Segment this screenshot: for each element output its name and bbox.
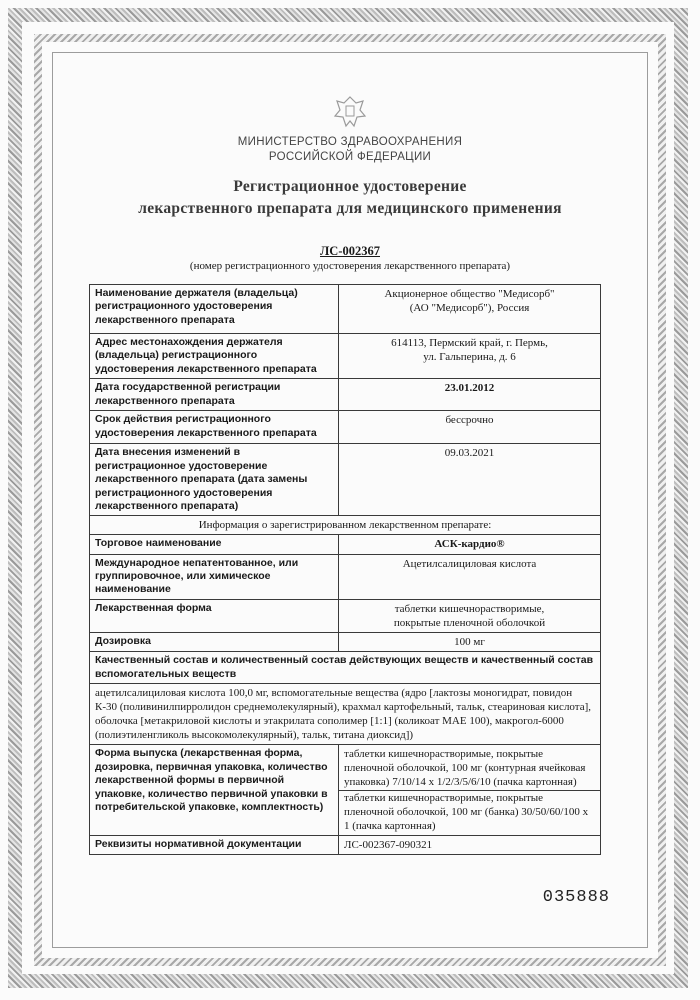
release-pack-1: таблетки кишечнорастворимые, покрытые пленочной оболочкой, 100 мг (контурная ячейковая упаковка) 7/10/14 х 1/2/3/5/6/10 (пачка картонная) (344, 748, 586, 789)
normative-docs-value: ЛС-002367-090321 (339, 835, 601, 854)
dose-label: Дозировка (90, 633, 339, 652)
inn-value: Ацетилсалициловая кислота (339, 554, 601, 599)
holder-name-label: Наименование держателя (владельца) регистрационного удостоверения лекарственного препарата (90, 285, 339, 334)
trade-name-value: АСК-кардио® (339, 535, 601, 554)
dosage-form-value (339, 599, 601, 632)
table-row (90, 683, 601, 744)
table-row (90, 516, 601, 535)
trade-name-label: Торговое наименование (90, 535, 339, 554)
table-row (90, 554, 601, 599)
changes-date-value: 09.03.2021 (339, 444, 601, 516)
registration-number: ЛС-002367 (319, 244, 380, 258)
normative-docs-label: Реквизиты нормативной документации (90, 835, 339, 854)
table-row (90, 379, 601, 411)
table-row (90, 334, 601, 379)
validity-label: Срок действия регистрационного удостоверения лекарственного препарата (90, 411, 339, 444)
release-pack-2: таблетки кишечнорастворимые, покрытые пленочной оболочкой, 100 мг (банка) 30/50/60/100 х 1 (пачка картонная) (339, 790, 600, 833)
registration-number-note: (номер регистрационного удостоверения лекарственного препарата) (189, 260, 511, 272)
validity-value: бессрочно (339, 411, 601, 444)
holder-name-value (339, 285, 601, 334)
registration-date-label: Дата государственной регистрации лекарственного препарата (90, 379, 339, 411)
ministry-name-line2: РОССИЙСКОЙ ФЕДЕРАЦИИ (268, 151, 432, 163)
holder-address-line1: 614113, Пермский край, г. Пермь, (391, 337, 548, 349)
document-title-line2: лекарственного препарата для медицинского применения (138, 200, 562, 217)
table-row (90, 444, 601, 516)
holder-address-value (339, 334, 601, 379)
release-form-label: Форма выпуска (лекарственная форма, дозировка, первичная упаковка, количество лекарственной формы в первичной упаковке, количество первичной упаковки в потребительской упаковке, комплектность) (90, 745, 339, 835)
dosage-form-line1: таблетки кишечнорастворимые, (394, 602, 545, 615)
changes-date-label: Дата внесения изменений в регистрационное удостоверение лекарственного препарата (дата замены регистрационного удостоверения лекарственного препарата) (90, 444, 339, 516)
table-row (90, 745, 601, 835)
form-serial-number: 035888 (542, 888, 610, 907)
inn-label: Международное непатентованное, или группировочное, или химическое наименование (90, 554, 339, 599)
table-row (90, 633, 601, 652)
ministry-name-line1: МИНИСТЕРСТВО ЗДРАВООХРАНЕНИЯ (237, 136, 463, 148)
coat-of-arms-icon (330, 94, 370, 130)
composition-text: ацетилсалициловая кислота 100,0 мг, вспомогательные вещества (ядро [лактозы моногидрат, повидон К-30 (поливинилпирролидон среднемолекулярный), крахмал картофельный, тальк, стеариновая кислота], оболочка [метакриловой кислоты и этакрилата сополимер [1:1] (коликоат МАЕ 100), макрогол-6000 (полиэтиленгликоль высокомолекулярный), тальк, титана диоксид]) (90, 683, 601, 744)
table-row (90, 599, 601, 632)
drug-info-caption: Информация о зарегистрированном лекарственном препарате: (90, 516, 601, 535)
composition-heading: Качественный состав и количественный состав действующих веществ и качественный состав вспомогательных веществ (90, 652, 601, 684)
holder-address-line2: ул. Гальперина, д. 6 (423, 351, 516, 364)
dosage-form-line2: покрытые пленочной оболочкой (393, 616, 546, 629)
table-row (90, 835, 601, 854)
document-title-line1: Регистрационное удостоверение (233, 178, 467, 195)
table-row (90, 411, 601, 444)
table-row (90, 652, 601, 684)
dosage-form-label: Лекарственная форма (90, 599, 339, 632)
holder-name-line2: (АО "Медисорб"), Россия (409, 302, 530, 315)
release-form-value (339, 745, 601, 835)
certificate-table (89, 284, 601, 855)
table-row (90, 535, 601, 554)
dose-value: 100 мг (339, 633, 601, 652)
table-row (90, 285, 601, 334)
holder-address-label: Адрес местонахождения держателя (владельца) регистрационного удостоверения лекарственного препарата (90, 334, 339, 379)
registration-date-value: 23.01.2012 (339, 379, 601, 411)
holder-name-line1: Акционерное общество "Медисорб" (384, 288, 555, 300)
